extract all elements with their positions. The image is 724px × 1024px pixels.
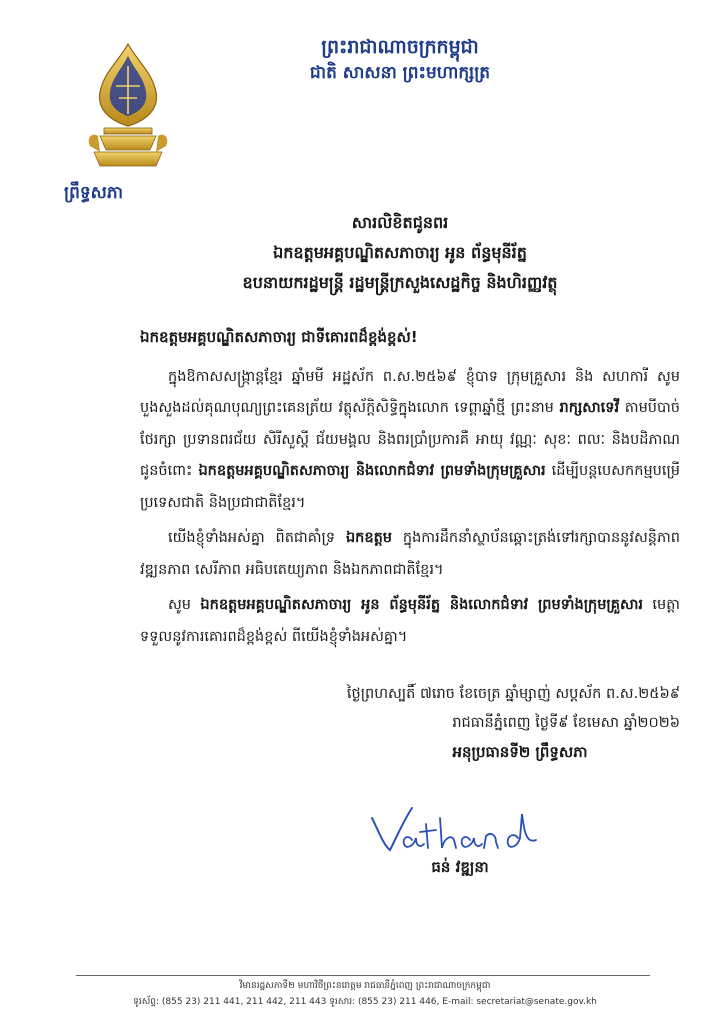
recipient-name: ឯកឧត្តមអគ្គបណ្ឌិតសភាចារ្យ អូន ព័ន្ធមុនីរ័ត្ន: [273, 243, 527, 262]
salutation: ឯកឧត្តមអគ្គបណ្ឌិតសភាចារ្យ ជាទីគោរពដ៏ខ្ពង់ខ្ពស់!: [140, 328, 418, 346]
p1-text-e: ដើម្បីបន្តបេសកកម្មបម្រើប្រទេសជាតិ និងប្រជាជាតិខ្មែរ។: [140, 463, 680, 511]
footer-contact: ទូរស័ព្ទ: (855 23) 211 441, 211 442, 211 443 ទូរសារ: (855 23) 211 446, E-mail: secretariat@senate.gov.kh: [133, 997, 597, 1007]
p3-text-c: មេត្តាទទួលនូវការគោរពដ៏ខ្ពង់ខ្ពស់ ពីយើងខ្ញុំទាំងអស់គ្នា។: [140, 597, 680, 645]
closing-block: [300, 680, 680, 767]
p3-text-a: សូម: [168, 597, 201, 613]
p1-text-c: តាមបីបាច់ថែរក្សា ប្រទានពរជ័យ សិរីសួស្តី ជ័យមង្គល និងពរប្រាំប្រការគឺ អាយុ វណ្ណៈ សុខៈ ពលៈ និងបដិភាណ ជូនចំពោះ: [140, 400, 680, 479]
p2-text-c: ក្នុងការដឹកនាំស្ថាប័នឆ្ពោះត្រង់ទៅរក្សាបាននូវសន្តិភាព វឌ្ឍនភាព សេរីភាព អធិបតេយ្យភាព និងឯកភាពជាតិខ្មែរ។: [140, 530, 680, 578]
national-motto: ជាតិ សាសនា ព្រះមហាក្សត្រ: [309, 63, 491, 83]
p2-recipient: ឯកឧត្តម: [345, 530, 392, 546]
p2-text-a: យើងខ្ញុំទាំងអស់គ្នា ពិតជាគាំទ្រ: [168, 530, 346, 546]
footer-divider: [76, 975, 650, 976]
senate-emblem-icon: [86, 42, 170, 172]
p1-deity-name: រាក្សសាទេវី: [559, 400, 620, 416]
paragraph-3: [140, 590, 680, 653]
p3-recipient: ឯកឧត្តមអគ្គបណ្ឌិតសភាចារ្យ អូន ព័ន្ធមុនីរ័ត្ន និងលោកជំទាវ ព្រមទាំងក្រុមគ្រួសារ: [200, 597, 643, 613]
letter-body: [140, 322, 680, 657]
p1-text-a: ក្នុងឱកាសសង្ក្រាន្តខ្មែរ ឆ្នាំមមី អដ្ឋស័ក ព.ស.២៥៦៩ ខ្ញុំបាទ ក្រុមគ្រួសារ និង សហការី សូមបួងសួងដល់គុណបុណ្យព្រះគេនត្រ័យ វត្ថុស័ក្តិសិទ្ធិក្នុងលោក ទេព្តាឆ្នាំថ្មី ព្រះនាម: [140, 368, 680, 416]
letter-title-block: [120, 208, 680, 298]
signer-role: អនុប្រធានទី២ ព្រឹទ្ធសភា: [452, 743, 588, 761]
org-label: ព្រឹទ្ធសភា: [64, 183, 124, 203]
kingdom-header: [200, 34, 600, 86]
recipient-position: ឧបនាយករដ្ឋមន្ត្រី រដ្ឋមន្ត្រីក្រសួងសេដ្ឋកិច្ច និងហិរញ្ញវត្ថុ: [242, 273, 558, 292]
signer-name: ធន់ វឌ្ឍនា: [431, 858, 489, 876]
handwritten-signature: [364, 800, 544, 860]
paragraph-2: [140, 523, 680, 586]
kingdom-title: ព្រះរាជាណាចក្រកម្ពុជា: [321, 36, 479, 58]
footer: [70, 978, 660, 1010]
footer-address: វិមានរដ្ឋសភាទី២ មហាវិថីព្រះនរោត្តម រាជធានីភ្នំពេញ ព្រះរាជាណាចក្រកម្ពុជា: [239, 981, 491, 991]
p1-recipient: ឯកឧត្តមអគ្គបណ្ឌិតសភាចារ្យ និងលោកជំទាវ ព្រមទាំងក្រុមគ្រួសារ: [198, 463, 546, 479]
date-solar: រាជធានីភ្នំពេញ ថ្ងៃទី៩ ខែមេសា ឆ្នាំ២០២៦: [452, 715, 680, 731]
letter-title: សារលិខិតជូនពរ: [351, 213, 449, 232]
date-lunar: ថ្ងៃព្រហស្បតិ៍ ៧រោច ខែចេត្រ ឆ្នាំម្សាញ់ សប្តស័ក ព.ស.២៥៦៩: [346, 686, 680, 702]
paragraph-1: [140, 362, 680, 520]
